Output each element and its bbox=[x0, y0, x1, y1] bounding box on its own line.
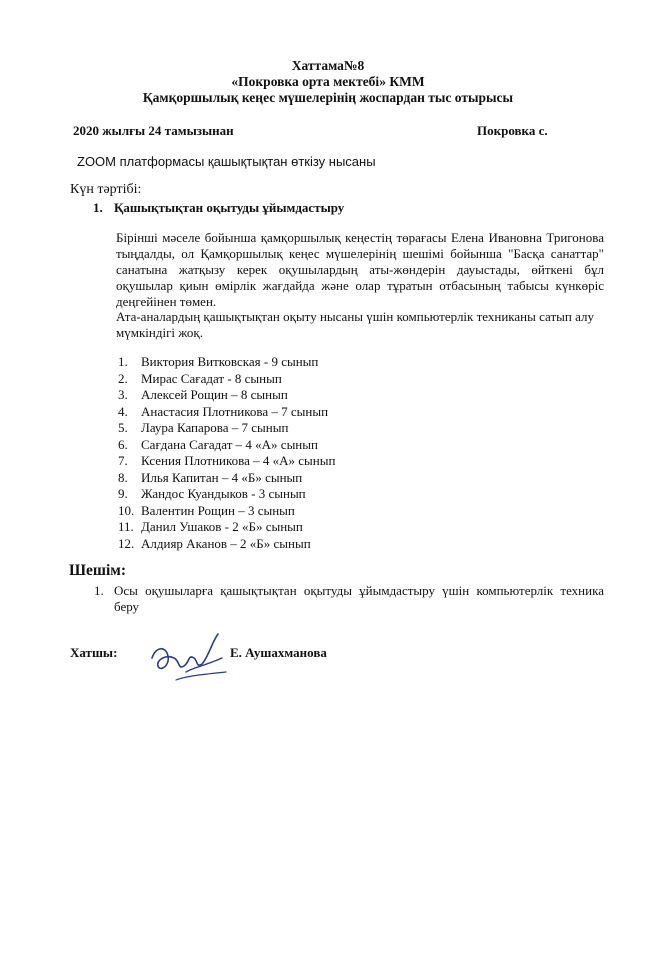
meeting-date: 2020 жылғы 24 тамызынан bbox=[73, 123, 234, 138]
decision-item: Осы оқушыларға қашықтықтан оқытуды ұйымдастыру үшін компьютерлік техника беру bbox=[114, 583, 604, 614]
list-item-text: Алдияр Аканов – 2 «Б» сынып bbox=[141, 535, 311, 551]
list-item bbox=[118, 404, 335, 421]
secretary-label: Хатшы: bbox=[70, 645, 118, 660]
paragraph-2: Ата-аналардың қашықтықтан оқыту нысаны үшін компьютерлік техниканы сатып алу мүмкіндігі жоқ. bbox=[116, 309, 594, 340]
list-item-number: 6. bbox=[118, 436, 128, 452]
list-item-text: Жандос Куандыков - 3 сынып bbox=[141, 486, 306, 501]
list-item bbox=[118, 420, 335, 437]
list-item bbox=[118, 371, 335, 388]
list-item-number: 3. bbox=[118, 387, 128, 402]
list-item-number: 8. bbox=[118, 469, 128, 485]
signature-icon bbox=[146, 628, 230, 688]
list-item bbox=[118, 387, 335, 404]
agenda-item: Қашықтықтан оқытуды ұйымдастыру bbox=[114, 200, 345, 215]
school-name: «Покровка орта мектебі» КММ bbox=[231, 74, 425, 89]
student-list bbox=[118, 354, 335, 552]
list-item-text: Ксения Плотникова – 4 «А» сынып bbox=[141, 453, 336, 468]
list-item bbox=[118, 486, 335, 503]
list-item-number: 12. bbox=[118, 535, 135, 551]
list-item bbox=[118, 453, 335, 470]
list-item-number: 5. bbox=[118, 420, 128, 435]
meeting-place: Покровка с. bbox=[477, 123, 548, 138]
list-item bbox=[118, 536, 335, 553]
list-item-text: Данил Ушаков - 2 «Б» сынып bbox=[141, 519, 303, 534]
list-item-text: Лаура Капарова – 7 сынып bbox=[141, 420, 289, 435]
list-item bbox=[118, 503, 335, 520]
list-item-text: Виктория Витковская - 9 сынып bbox=[141, 354, 319, 369]
list-item-number: 10. bbox=[118, 502, 135, 518]
list-item bbox=[118, 354, 335, 371]
list-item bbox=[118, 437, 335, 454]
meeting-subtitle: Қамқоршылық кеңес мүшелерінің жоспардан тыс отырысы bbox=[142, 90, 514, 105]
list-item-number: 7. bbox=[118, 453, 128, 468]
list-item-text: Валентин Рощин – 3 сынып bbox=[141, 502, 295, 518]
list-item-text: Мирас Сағадат - 8 сынып bbox=[141, 370, 282, 386]
list-item-number: 4. bbox=[118, 403, 128, 419]
decision-heading: Шешім: bbox=[69, 562, 127, 579]
secretary-name: Е. Аушахманова bbox=[230, 645, 327, 660]
decision-item-number: 1. bbox=[94, 583, 104, 598]
meeting-format: ZOOM платформасы қашықтықтан өткізу нысаны bbox=[77, 154, 376, 169]
list-item-number: 11. bbox=[118, 519, 134, 534]
list-item-text: Илья Капитан – 4 «Б» сынып bbox=[141, 469, 303, 485]
list-item-number: 1. bbox=[118, 354, 128, 369]
protocol-title: Хаттама№8 bbox=[291, 58, 365, 73]
list-item-number: 2. bbox=[118, 370, 128, 386]
list-item-text: Сағдана Сағадат – 4 «А» сынып bbox=[141, 436, 318, 452]
list-item bbox=[118, 519, 335, 536]
list-item-text: Алексей Рощин – 8 сынып bbox=[141, 387, 288, 402]
list-item-text: Анастасия Плотникова – 7 сынып bbox=[141, 403, 329, 419]
list-item bbox=[118, 470, 335, 487]
paragraph-1: Бірінші мәселе бойынша қамқоршылық кеңестің төрағасы Елена Ивановна Тригонова тыңдалды, ол Қамқоршылық кеңес мүшелерінің шешімі бойынша "Басқа санаттар" санатына жатқызу керек оқушылардың аты-жөндерін дауыстады, өйткені бұл оқушылар қиын өмірлік жағдайда және олар тұратын отбасының табысы күнкөріс деңгейінен төмен. bbox=[116, 230, 604, 309]
agenda-item-number: 1. bbox=[93, 200, 103, 215]
list-item-number: 9. bbox=[118, 486, 128, 501]
agenda-heading: Күн тәртібі: bbox=[70, 182, 142, 197]
